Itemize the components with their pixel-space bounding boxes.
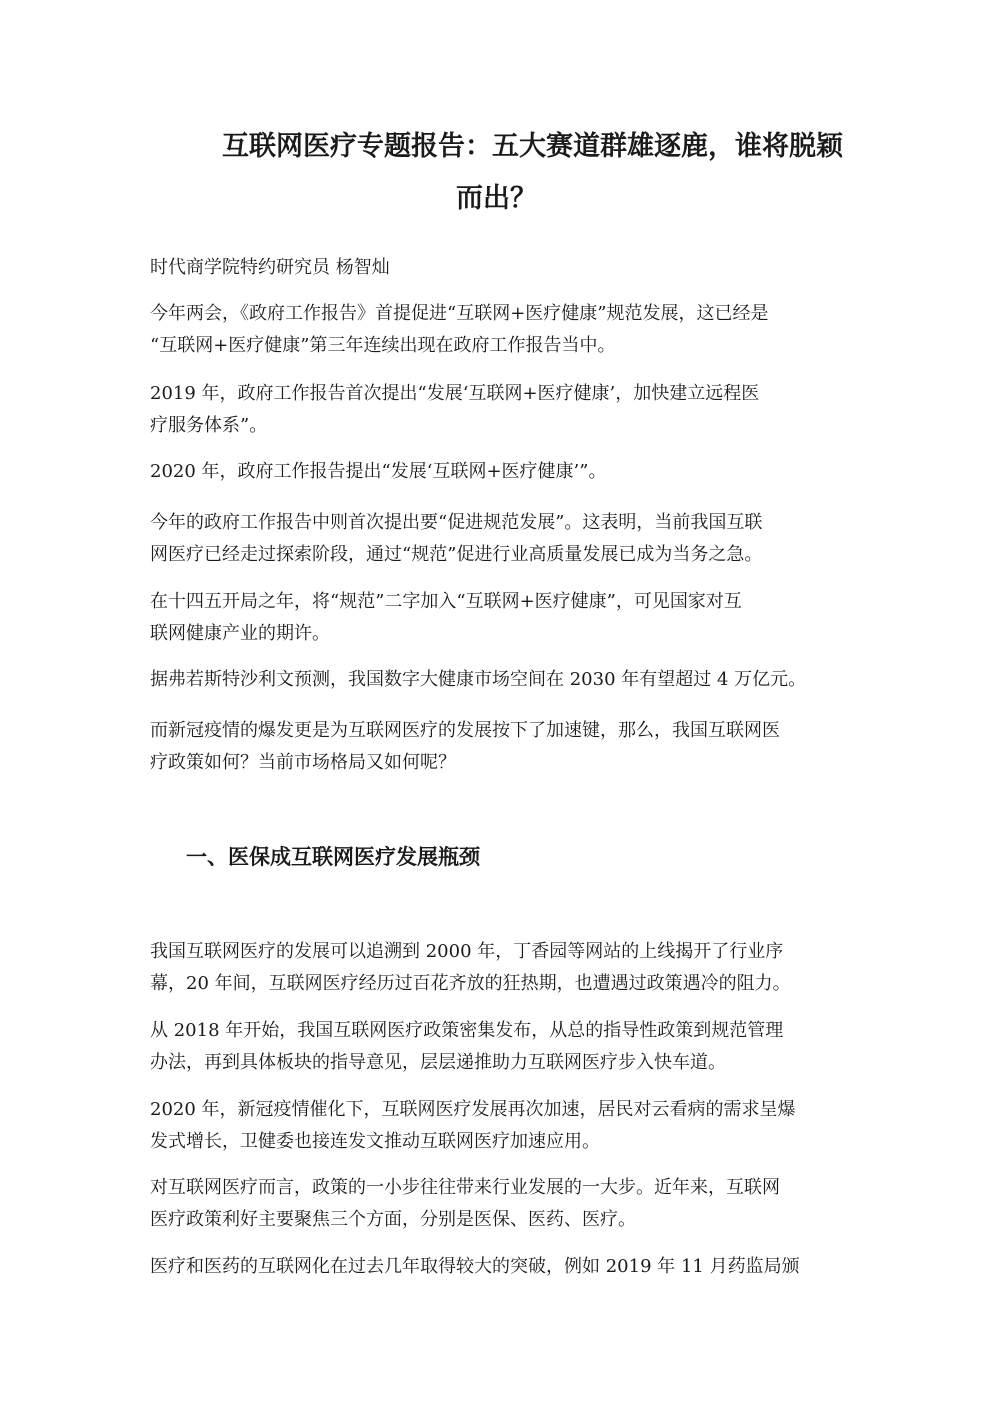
section-paragraph-4 (150, 1172, 843, 1236)
paragraph-2 (150, 378, 843, 442)
paragraph-line: “互联网+医疗健康”第三年连续出现在政府工作报告当中。 (150, 335, 616, 356)
author-line (150, 252, 843, 284)
paragraph-line: 医疗政策利好主要聚焦三个方面，分别是医保、医药、医疗。 (150, 1209, 636, 1230)
paragraph-line: 幕，20 年间，互联网医疗经历过百花齐放的狂热期，也遭遇过政策遇冷的阻力。 (150, 973, 791, 994)
paragraph-6 (150, 664, 843, 696)
paragraph-line: 疗政策如何？当前市场格局又如何呢？ (150, 752, 456, 773)
paragraph-line: 2020 年，政府工作报告提出“发展‘互联网+医疗健康’”。 (150, 461, 607, 482)
paragraph-line: 办法，再到具体板块的指导意见，层层递推助力互联网医疗步入快车道。 (150, 1052, 726, 1073)
paragraph-line: 发式增长，卫健委也接连发文推动互联网医疗加速应用。 (150, 1131, 600, 1152)
document-title-line1: 互联网医疗专题报告：五大赛道群雄逐鹿，谁将脱颖 (222, 131, 843, 162)
paragraph-line: 据弗若斯特沙利文预测，我国数字大健康市场空间在 2030 年有望超过 4 万亿元。 (150, 669, 807, 690)
paragraph-line: 2020 年，新冠疫情催化下，互联网医疗发展再次加速，居民对云看病的需求呈爆 (150, 1099, 796, 1120)
paragraph-3 (150, 456, 843, 488)
paragraph-4 (150, 507, 843, 571)
paragraph-line: 网医疗已经走过探索阶段，通过“规范”促进行业高质量发展已成为当务之急。 (150, 544, 763, 565)
paragraph-7 (150, 715, 843, 779)
author-text: 时代商学院特约研究员 杨智灿 (150, 257, 390, 278)
paragraph-line: 疗服务体系”。 (150, 415, 268, 436)
paragraph-line: 联网健康产业的期许。 (150, 623, 330, 644)
document-title-line2: 而出？ (456, 183, 537, 214)
paragraph-line: 在十四五开局之年，将“规范”二字加入“互联网+医疗健康”，可见国家对互 (150, 591, 742, 612)
section-paragraph-1 (150, 936, 843, 1000)
section-heading: 一、医保成互联网医疗发展瓶颈 (186, 844, 480, 869)
section-paragraph-5 (150, 1251, 843, 1283)
section-paragraph-2 (150, 1015, 843, 1079)
paragraph-line: 2019 年，政府工作报告首次提出“发展‘互联网+医疗健康’，加快建立远程医 (150, 383, 760, 404)
section-paragraph-3 (150, 1094, 843, 1158)
paragraph-5 (150, 586, 843, 650)
paragraph-line: 医疗和医药的互联网化在过去几年取得较大的突破，例如 2019 年 11 月药监局颁 (150, 1256, 800, 1277)
paragraph-1 (150, 298, 843, 362)
paragraph-line: 今年的政府工作报告中则首次提出要“促进规范发展”。这表明，当前我国互联 (150, 512, 763, 533)
paragraph-line: 而新冠疫情的爆发更是为互联网医疗的发展按下了加速键，那么，我国互联网医 (150, 720, 780, 741)
paragraph-line: 我国互联网医疗的发展可以追溯到 2000 年，丁香园等网站的上线揭开了行业序 (150, 941, 784, 962)
paragraph-line: 今年两会，《政府工作报告》首提促进“互联网+医疗健康”规范发展，这已经是 (150, 303, 769, 324)
paragraph-line: 从 2018 年开始，我国互联网医疗政策密集发布，从总的指导性政策到规范管理 (150, 1020, 784, 1041)
paragraph-line: 对互联网医疗而言，政策的一小步往往带来行业发展的一大步。近年来，互联网 (150, 1177, 780, 1198)
